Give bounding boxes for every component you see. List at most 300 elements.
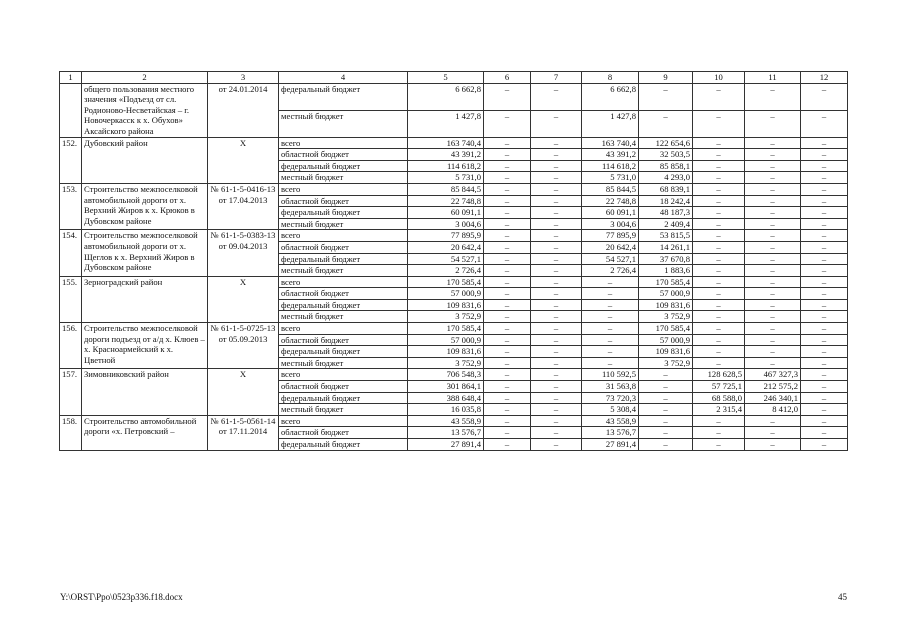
col6-value: – <box>484 369 531 381</box>
col8-value: 20 642,4 <box>582 241 639 253</box>
col11-value: – <box>745 276 801 288</box>
row-number: 155. <box>60 276 82 322</box>
col10-value: 57 725,1 <box>693 381 745 393</box>
funding-source: областной бюджет <box>279 427 408 439</box>
col10-value: – <box>693 137 745 149</box>
col11-value: – <box>745 299 801 311</box>
col10-value: – <box>693 288 745 300</box>
col7-value: – <box>531 110 582 137</box>
document-ref: от 24.01.2014 <box>208 83 279 137</box>
col7-value: – <box>531 404 582 416</box>
col6-value: – <box>484 427 531 439</box>
col11-value: – <box>745 288 801 300</box>
col12-value: – <box>801 195 848 207</box>
funding-source: федеральный бюджет <box>279 392 408 404</box>
col12-value: – <box>801 83 848 110</box>
col12-value: – <box>801 160 848 172</box>
document-ref: Х <box>208 137 279 183</box>
col10-value: – <box>693 415 745 427</box>
col9-value: – <box>639 415 693 427</box>
col9-value: 68 839,1 <box>639 183 693 195</box>
col7-value: – <box>531 83 582 110</box>
col9-value: 170 585,4 <box>639 323 693 335</box>
table-row <box>60 415 848 427</box>
col11-value: – <box>745 357 801 369</box>
col9-value: 3 752,9 <box>639 357 693 369</box>
col10-value: – <box>693 149 745 161</box>
col11-value: – <box>745 230 801 242</box>
col11-value: 212 575,2 <box>745 381 801 393</box>
col6-value: – <box>484 381 531 393</box>
col9-value: 14 261,1 <box>639 241 693 253</box>
funding-source: всего <box>279 323 408 335</box>
header-cell: 8 <box>582 72 639 84</box>
table-row <box>60 83 848 110</box>
total-value: 3 752,9 <box>408 357 484 369</box>
document-ref: № 61-1-5-0416-13 от 17.04.2013 <box>208 183 279 229</box>
row-number: 154. <box>60 230 82 276</box>
col9-value: 109 831,6 <box>639 299 693 311</box>
col8-value: 2 726,4 <box>582 265 639 277</box>
total-value: 16 035,8 <box>408 404 484 416</box>
col10-value: – <box>693 207 745 219</box>
total-value: 22 748,8 <box>408 195 484 207</box>
col12-value: – <box>801 415 848 427</box>
col6-value: – <box>484 404 531 416</box>
file-path: Y:\ORST\Ppo\0523p336.f18.docx <box>60 592 183 602</box>
col11-value: – <box>745 311 801 323</box>
col11-value: 246 340,1 <box>745 392 801 404</box>
col8-value: 43 558,9 <box>582 415 639 427</box>
total-value: 1 427,8 <box>408 110 484 137</box>
total-value: 57 000,9 <box>408 288 484 300</box>
col8-value: 85 844,5 <box>582 183 639 195</box>
table-row <box>60 276 848 288</box>
col12-value: – <box>801 276 848 288</box>
col9-value: 48 187,3 <box>639 207 693 219</box>
total-value: 109 831,6 <box>408 346 484 358</box>
col8-value: 27 891,4 <box>582 439 639 451</box>
funding-source: всего <box>279 137 408 149</box>
col10-value: – <box>693 253 745 265</box>
col7-value: – <box>531 323 582 335</box>
col8-value: 163 740,4 <box>582 137 639 149</box>
col6-value: – <box>484 392 531 404</box>
total-value: 109 831,6 <box>408 299 484 311</box>
col11-value: – <box>745 110 801 137</box>
total-value: 170 585,4 <box>408 323 484 335</box>
header-cell: 3 <box>208 72 279 84</box>
col8-value: 110 592,5 <box>582 369 639 381</box>
funding-source: всего <box>279 276 408 288</box>
funding-source: областной бюджет <box>279 241 408 253</box>
col6-value: – <box>484 218 531 230</box>
col6-value: – <box>484 323 531 335</box>
col9-value: 32 503,5 <box>639 149 693 161</box>
total-value: 13 576,7 <box>408 427 484 439</box>
header-cell: 7 <box>531 72 582 84</box>
col8-value: 114 618,2 <box>582 160 639 172</box>
col9-value: 85 858,1 <box>639 160 693 172</box>
document-ref: № 61-1-5-0561-14 от 17.11.2014 <box>208 415 279 450</box>
col7-value: – <box>531 415 582 427</box>
object-name: Строительство автомобильной дороги «х. Петровский – <box>82 415 208 450</box>
object-name: общего пользования местного значения «Подъезд от сл. Родионово-Несветайская – г. Новочеркасск к х. Обухов» Аксайского района <box>82 83 208 137</box>
col12-value: – <box>801 230 848 242</box>
col12-value: – <box>801 218 848 230</box>
col10-value: – <box>693 110 745 137</box>
col6-value: – <box>484 183 531 195</box>
col6-value: – <box>484 357 531 369</box>
col11-value: – <box>745 183 801 195</box>
col10-value: – <box>693 276 745 288</box>
col6-value: – <box>484 160 531 172</box>
col9-value: 57 000,9 <box>639 334 693 346</box>
header-cell: 11 <box>745 72 801 84</box>
col8-value: 5 731,0 <box>582 172 639 184</box>
header-cell: 4 <box>279 72 408 84</box>
funding-source: местный бюджет <box>279 357 408 369</box>
row-number: 156. <box>60 323 82 369</box>
header-row <box>60 72 848 84</box>
total-value: 60 091,1 <box>408 207 484 219</box>
col6-value: – <box>484 195 531 207</box>
col9-value: 1 883,6 <box>639 265 693 277</box>
col6-value: – <box>484 241 531 253</box>
total-value: 3 752,9 <box>408 311 484 323</box>
funding-source: всего <box>279 369 408 381</box>
total-value: 163 740,4 <box>408 137 484 149</box>
col6-value: – <box>484 299 531 311</box>
col8-value: 3 004,6 <box>582 218 639 230</box>
col9-value: 4 293,0 <box>639 172 693 184</box>
col7-value: – <box>531 253 582 265</box>
col10-value: 2 315,4 <box>693 404 745 416</box>
col12-value: – <box>801 207 848 219</box>
funding-source: местный бюджет <box>279 172 408 184</box>
funding-source: федеральный бюджет <box>279 439 408 451</box>
col8-value: 13 576,7 <box>582 427 639 439</box>
col7-value: – <box>531 276 582 288</box>
col12-value: – <box>801 241 848 253</box>
col11-value: – <box>745 427 801 439</box>
total-value: 85 844,5 <box>408 183 484 195</box>
col12-value: – <box>801 369 848 381</box>
object-name: Строительство межпоселковой автомобильной дороги от х. Щеглов к х. Верхний Жиров в Дубовском районе <box>82 230 208 276</box>
col7-value: – <box>531 288 582 300</box>
document-ref: Х <box>208 276 279 322</box>
col6-value: – <box>484 276 531 288</box>
col6-value: – <box>484 83 531 110</box>
col6-value: – <box>484 334 531 346</box>
col10-value: 128 628,5 <box>693 369 745 381</box>
col10-value: – <box>693 241 745 253</box>
col7-value: – <box>531 160 582 172</box>
total-value: 706 548,3 <box>408 369 484 381</box>
object-name: Строительство межпоселковой дороги подъезд от а/д х. Клюев – х. Красноармейский к х. Цветной <box>82 323 208 369</box>
col12-value: – <box>801 288 848 300</box>
col9-value: 53 815,5 <box>639 230 693 242</box>
funding-source: федеральный бюджет <box>279 160 408 172</box>
funding-source: федеральный бюджет <box>279 346 408 358</box>
col8-value: 1 427,8 <box>582 110 639 137</box>
col6-value: – <box>484 230 531 242</box>
col12-value: – <box>801 334 848 346</box>
total-value: 114 618,2 <box>408 160 484 172</box>
col10-value: – <box>693 427 745 439</box>
col7-value: – <box>531 299 582 311</box>
col10-value: – <box>693 311 745 323</box>
funding-source: местный бюджет <box>279 265 408 277</box>
col11-value: – <box>745 265 801 277</box>
funding-source: всего <box>279 415 408 427</box>
col6-value: – <box>484 137 531 149</box>
col8-value: 43 391,2 <box>582 149 639 161</box>
col11-value: – <box>745 323 801 335</box>
col7-value: – <box>531 137 582 149</box>
col12-value: – <box>801 427 848 439</box>
header-cell: 12 <box>801 72 848 84</box>
col12-value: – <box>801 323 848 335</box>
total-value: 57 000,9 <box>408 334 484 346</box>
col9-value: 37 670,8 <box>639 253 693 265</box>
col7-value: – <box>531 369 582 381</box>
table-row <box>60 137 848 149</box>
col9-value: – <box>639 381 693 393</box>
col8-value: – <box>582 288 639 300</box>
col9-value: 122 654,6 <box>639 137 693 149</box>
col11-value: – <box>745 218 801 230</box>
col8-value: – <box>582 311 639 323</box>
col11-value: – <box>745 334 801 346</box>
col10-value: – <box>693 346 745 358</box>
col7-value: – <box>531 439 582 451</box>
funding-source: всего <box>279 183 408 195</box>
col6-value: – <box>484 207 531 219</box>
col7-value: – <box>531 218 582 230</box>
col12-value: – <box>801 172 848 184</box>
row-number: 158. <box>60 415 82 450</box>
col7-value: – <box>531 149 582 161</box>
col12-value: – <box>801 183 848 195</box>
col11-value: – <box>745 149 801 161</box>
col12-value: – <box>801 357 848 369</box>
funding-source: областной бюджет <box>279 334 408 346</box>
col9-value: – <box>639 427 693 439</box>
col7-value: – <box>531 195 582 207</box>
col9-value: – <box>639 83 693 110</box>
object-name: Строительство межпоселковой автомобильной дороги от х. Верхний Жиров к х. Крюков в Дубовском районе <box>82 183 208 229</box>
funding-source: федеральный бюджет <box>279 299 408 311</box>
col9-value: – <box>639 110 693 137</box>
object-name: Зерноградский район <box>82 276 208 322</box>
col12-value: – <box>801 253 848 265</box>
page-number: 45 <box>838 592 847 602</box>
col11-value: – <box>745 83 801 110</box>
col8-value: 73 720,3 <box>582 392 639 404</box>
total-value: 301 864,1 <box>408 381 484 393</box>
col11-value: – <box>745 241 801 253</box>
col7-value: – <box>531 241 582 253</box>
col6-value: – <box>484 415 531 427</box>
col7-value: – <box>531 392 582 404</box>
col7-value: – <box>531 265 582 277</box>
col6-value: – <box>484 311 531 323</box>
col8-value: 6 662,8 <box>582 83 639 110</box>
col10-value: – <box>693 323 745 335</box>
col10-value: – <box>693 265 745 277</box>
col8-value: – <box>582 276 639 288</box>
col12-value: – <box>801 299 848 311</box>
funding-source: местный бюджет <box>279 311 408 323</box>
col11-value: – <box>745 137 801 149</box>
col7-value: – <box>531 230 582 242</box>
col12-value: – <box>801 110 848 137</box>
document-ref: № 61-1-5-0725-13 от 05.09.2013 <box>208 323 279 369</box>
col6-value: – <box>484 253 531 265</box>
col8-value: 31 563,8 <box>582 381 639 393</box>
col11-value: 467 327,3 <box>745 369 801 381</box>
header-cell: 9 <box>639 72 693 84</box>
document-ref: № 61-1-5-0383-13 от 09.04.2013 <box>208 230 279 276</box>
col7-value: – <box>531 183 582 195</box>
col9-value: – <box>639 439 693 451</box>
table-row <box>60 323 848 335</box>
total-value: 20 642,4 <box>408 241 484 253</box>
funding-source: федеральный бюджет <box>279 207 408 219</box>
row-number <box>60 83 82 137</box>
funding-source: местный бюджет <box>279 404 408 416</box>
funding-source: областной бюджет <box>279 195 408 207</box>
object-name: Дубовский район <box>82 137 208 183</box>
col10-value: – <box>693 195 745 207</box>
header-cell: 1 <box>60 72 82 84</box>
col8-value: – <box>582 334 639 346</box>
col12-value: – <box>801 346 848 358</box>
col12-value: – <box>801 404 848 416</box>
col11-value: – <box>745 160 801 172</box>
document-ref: Х <box>208 369 279 415</box>
col9-value: 170 585,4 <box>639 276 693 288</box>
col9-value: 109 831,6 <box>639 346 693 358</box>
col10-value: – <box>693 183 745 195</box>
funding-source: федеральный бюджет <box>279 83 408 110</box>
budget-table <box>59 71 848 451</box>
col6-value: – <box>484 110 531 137</box>
col11-value: – <box>745 195 801 207</box>
col8-value: – <box>582 346 639 358</box>
col8-value: 54 527,1 <box>582 253 639 265</box>
object-name: Зимовниковский район <box>82 369 208 415</box>
table-row <box>60 230 848 242</box>
col9-value: 3 752,9 <box>639 311 693 323</box>
total-value: 27 891,4 <box>408 439 484 451</box>
table-row <box>60 369 848 381</box>
col8-value: 77 895,9 <box>582 230 639 242</box>
col10-value: – <box>693 160 745 172</box>
col10-value: – <box>693 357 745 369</box>
col10-value: – <box>693 230 745 242</box>
funding-source: областной бюджет <box>279 288 408 300</box>
col11-value: – <box>745 172 801 184</box>
total-value: 43 391,2 <box>408 149 484 161</box>
funding-source: местный бюджет <box>279 110 408 137</box>
funding-source: всего <box>279 230 408 242</box>
row-number: 152. <box>60 137 82 183</box>
col6-value: – <box>484 346 531 358</box>
col12-value: – <box>801 149 848 161</box>
col12-value: – <box>801 439 848 451</box>
header-cell: 2 <box>82 72 208 84</box>
col7-value: – <box>531 172 582 184</box>
funding-source: федеральный бюджет <box>279 253 408 265</box>
col10-value: – <box>693 299 745 311</box>
total-value: 43 558,9 <box>408 415 484 427</box>
total-value: 77 895,9 <box>408 230 484 242</box>
row-number: 153. <box>60 183 82 229</box>
col8-value: – <box>582 357 639 369</box>
col6-value: – <box>484 172 531 184</box>
header-cell: 5 <box>408 72 484 84</box>
col11-value: – <box>745 346 801 358</box>
col6-value: – <box>484 288 531 300</box>
total-value: 6 662,8 <box>408 83 484 110</box>
funding-source: областной бюджет <box>279 381 408 393</box>
col7-value: – <box>531 381 582 393</box>
total-value: 54 527,1 <box>408 253 484 265</box>
col7-value: – <box>531 311 582 323</box>
col9-value: – <box>639 369 693 381</box>
col10-value: – <box>693 83 745 110</box>
col12-value: – <box>801 381 848 393</box>
total-value: 3 004,6 <box>408 218 484 230</box>
col8-value: 22 748,8 <box>582 195 639 207</box>
col8-value: – <box>582 323 639 335</box>
col12-value: – <box>801 311 848 323</box>
total-value: 388 648,4 <box>408 392 484 404</box>
funding-source: областной бюджет <box>279 149 408 161</box>
col12-value: – <box>801 392 848 404</box>
col8-value: 5 308,4 <box>582 404 639 416</box>
col8-value: – <box>582 299 639 311</box>
col10-value: – <box>693 439 745 451</box>
col7-value: – <box>531 334 582 346</box>
col10-value: – <box>693 172 745 184</box>
col6-value: – <box>484 149 531 161</box>
total-value: 5 731,0 <box>408 172 484 184</box>
col11-value: – <box>745 415 801 427</box>
col9-value: – <box>639 404 693 416</box>
col9-value: 18 242,4 <box>639 195 693 207</box>
total-value: 170 585,4 <box>408 276 484 288</box>
col11-value: – <box>745 253 801 265</box>
col9-value: 2 409,4 <box>639 218 693 230</box>
col7-value: – <box>531 207 582 219</box>
col10-value: – <box>693 218 745 230</box>
col7-value: – <box>531 346 582 358</box>
col12-value: – <box>801 265 848 277</box>
header-cell: 10 <box>693 72 745 84</box>
col9-value: 57 000,9 <box>639 288 693 300</box>
col7-value: – <box>531 357 582 369</box>
funding-source: местный бюджет <box>279 218 408 230</box>
total-value: 2 726,4 <box>408 265 484 277</box>
col7-value: – <box>531 427 582 439</box>
header-cell: 6 <box>484 72 531 84</box>
col10-value: – <box>693 334 745 346</box>
col9-value: – <box>639 392 693 404</box>
table-row <box>60 183 848 195</box>
